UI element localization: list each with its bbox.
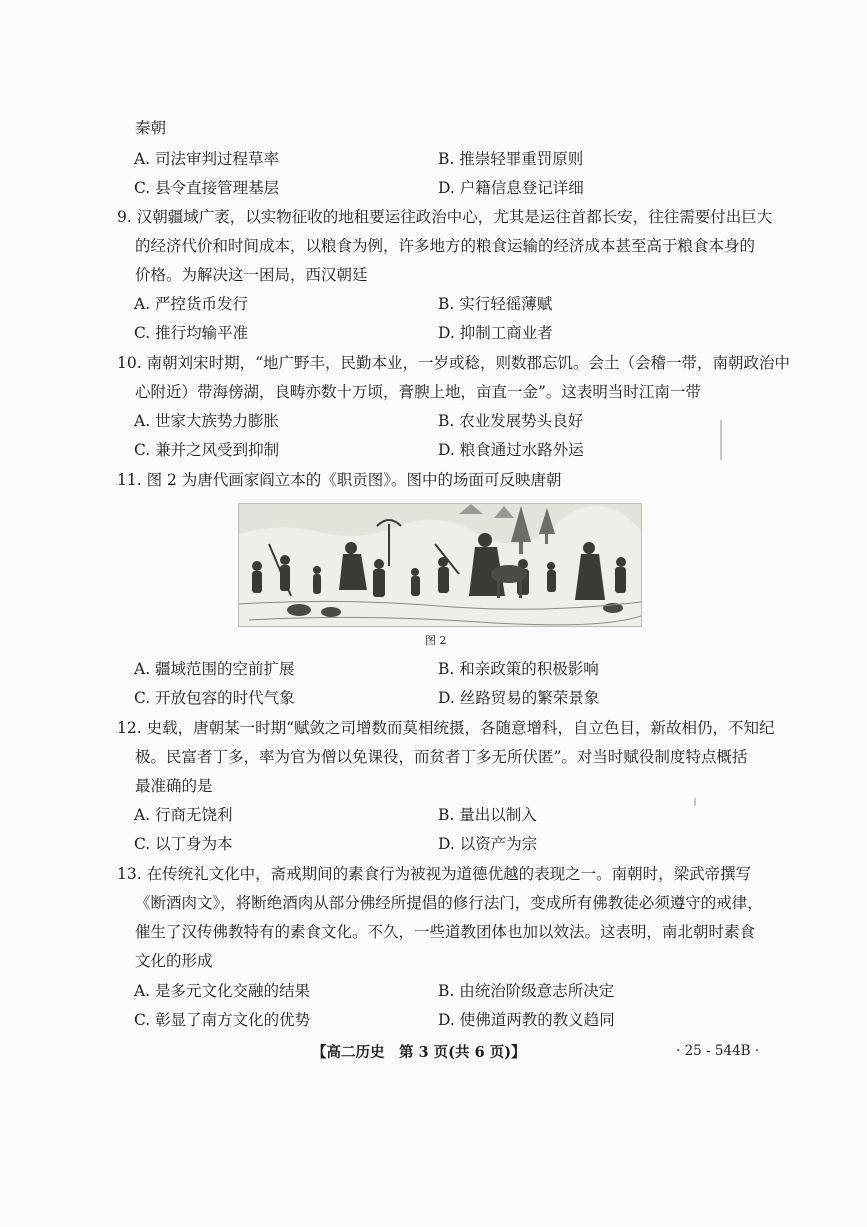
text-line-q10l1: 10. 南朝刘宋时期，“地广野丰，民勤本业，一岁或稔，则数郡忘饥。会土（会稽一带，南朝政治中 (117, 354, 791, 372)
text-line-q11b: B. 和亲政策的积极影响 (438, 660, 599, 678)
text-line-q11a: A. 疆域范围的空前扩展 (134, 660, 295, 678)
figure-tribute-painting (238, 503, 642, 627)
figure-caption: 图 2 (425, 634, 447, 647)
text-line-p1: 秦朝 (135, 119, 167, 137)
text-line-q13c: C. 彰显了南方文化的优势 (134, 1011, 311, 1029)
text-line-q12d: D. 以资产为宗 (438, 835, 538, 853)
text-line-q12b: B. 量出以制入 (438, 806, 537, 824)
text-line-q13a: A. 是多元文化交融的结果 (134, 982, 311, 1000)
text-line-q13d: D. 使佛道两教的教义趋同 (438, 1011, 615, 1029)
page-footer-title: 【高二历史 第 3 页(共 6 页)】 (312, 1044, 526, 1061)
text-line-q9l1: 9. 汉朝疆域广袤，以实物征收的地租要运往政治中心，尤其是运往首都长安，往往需要付出巨大 (117, 208, 773, 226)
text-line-q10b: B. 农业发展势头良好 (438, 412, 584, 430)
text-line-q12l1: 12. 史载，唐朝某一时期“赋敛之司增数而莫相统摄，各随意增科，自立色目，新故相仍，不知纪 (117, 719, 775, 737)
text-line-q9d: D. 抑制工商业者 (438, 324, 553, 342)
scan-mark (694, 798, 696, 806)
text-line-q8d: D. 户籍信息登记详细 (438, 179, 584, 197)
text-line-q13l3: 催生了汉传佛教特有的素食文化。不久，一些道教团体也加以效法。这表明，南北朝时素食 (135, 923, 756, 941)
text-line-q8a: A. 司法审判过程草率 (134, 150, 280, 168)
text-line-q8b: B. 推崇轻罪重罚原则 (438, 150, 584, 168)
text-line-q12c: C. 以丁身为本 (134, 835, 233, 853)
text-line-q11d: D. 丝路贸易的繁荣景象 (438, 689, 600, 707)
painting-illustration (239, 504, 641, 626)
text-line-q11l1: 11. 图 2 为唐代画家阎立本的《职贡图》。图中的场面可反映唐朝 (117, 471, 562, 489)
text-line-q9c: C. 推行均输平准 (134, 324, 249, 342)
text-line-q10a: A. 世家大族势力膨胀 (134, 412, 280, 430)
text-line-q10l2: 心附近）带海傍湖，良畴亦数十万顷，膏腴上地，亩直一金”。这表明当时江南一带 (135, 383, 701, 401)
text-line-q11c: C. 开放包容的时代气象 (134, 689, 295, 707)
text-line-q10c: C. 兼并之风受到抑制 (134, 441, 280, 459)
text-line-q13l2: 《断酒肉文》，将断绝酒肉从部分佛经所提倡的修行法门，变成所有佛教徒必须遵守的戒律， (135, 894, 763, 912)
text-line-q12l3: 最准确的是 (135, 777, 213, 795)
text-line-q10d: D. 粮食通过水路外运 (438, 441, 584, 459)
text-line-q9l2: 的经济代价和时间成本，以粮食为例，许多地方的粮食运输的经济成本甚至高于粮食本身的 (135, 237, 756, 255)
text-line-q9b: B. 实行轻徭薄赋 (438, 295, 553, 313)
text-line-q12a: A. 行商无饶利 (134, 806, 233, 824)
page-footer-code: · 25 - 544B · (676, 1043, 760, 1059)
scan-mark (720, 420, 722, 460)
text-line-q12l2: 极。民富者丁多，率为官为僧以免课役，而贫者丁多无所伏匿”。对当时赋役制度特点概括 (135, 748, 748, 766)
text-line-q13l1: 13. 在传统礼文化中，斋戒期间的素食行为被视为道德优越的表现之一。南朝时，梁武帝撰写 (117, 865, 752, 883)
text-line-q13b: B. 由统治阶级意志所决定 (438, 982, 615, 1000)
text-line-q9a: A. 严控货币发行 (134, 295, 249, 313)
text-line-q8c: C. 县令直接管理基层 (134, 179, 280, 197)
text-line-q13l4: 文化的形成 (135, 952, 213, 970)
text-line-q9l3: 价格。为解决这一困局，西汉朝廷 (135, 266, 368, 284)
